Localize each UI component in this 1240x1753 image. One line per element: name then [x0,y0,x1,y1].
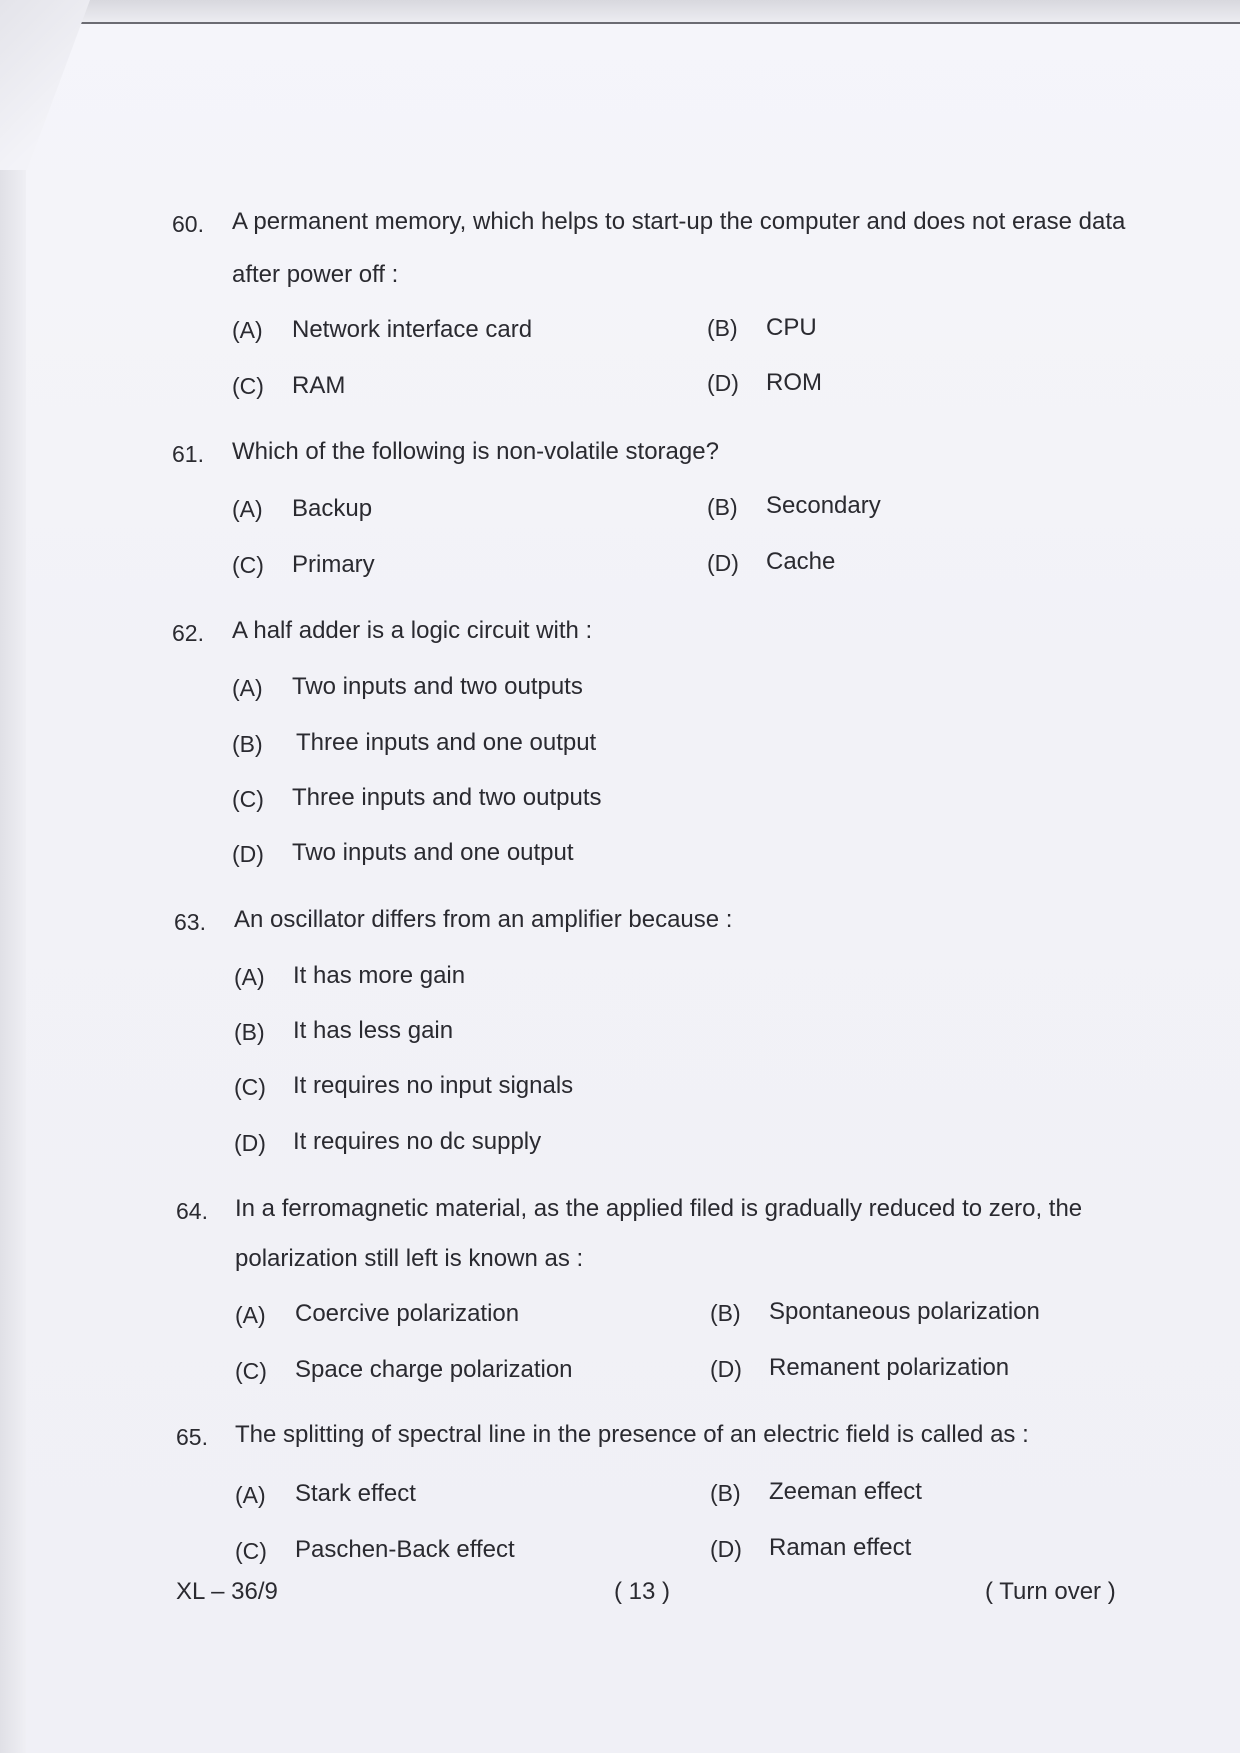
question-stem-line: In a ferromagnetic material, as the applied filed is gradually reduced to zero, the [235,1195,1083,1222]
option-letter: (A) [235,1302,266,1328]
option-letter: (C) [234,1074,266,1100]
option-text: It requires no input signals [293,1072,574,1099]
option-letter: (B) [234,1019,265,1045]
option-letter: (D) [234,1130,266,1156]
question-stem-line: A permanent memory, which helps to start-up the computer and does not erase data [232,208,1126,235]
option-text: RAM [292,372,346,399]
option-text: Stark effect [295,1480,416,1507]
option-letter: (C) [232,552,264,578]
question-number: 64. [176,1198,208,1224]
question-number: 63. [174,909,206,935]
question-stem-line: Which of the following is non-volatile storage? [232,438,719,465]
option-letter: (D) [710,1356,742,1382]
question-stem-line: A half adder is a logic circuit with : [232,617,593,644]
option-letter: (B) [710,1300,741,1326]
option-text: Two inputs and two outputs [292,673,583,700]
option-letter: (D) [710,1536,742,1562]
question-number: 62. [172,620,204,646]
question-stem-line: The splitting of spectral line in the presence of an electric field is called as : [235,1421,1029,1448]
option-letter: (B) [232,731,263,757]
scan-edge-left [0,0,26,1753]
option-letter: (D) [232,841,264,867]
option-letter: (B) [707,494,738,520]
option-text: Three inputs and one output [296,729,597,756]
question-number: 65. [176,1424,208,1450]
option-letter: (B) [707,315,738,341]
page-fold [0,0,90,170]
option-letter: (C) [232,373,264,399]
booklet-code: XL – 36/9 [176,1578,278,1605]
option-letter: (D) [707,550,739,576]
option-text: ROM [766,369,822,396]
option-text: Primary [292,551,375,578]
option-text: Raman effect [769,1534,912,1561]
option-letter: (B) [710,1480,741,1506]
question-number: 60. [172,211,204,237]
scan-edge-top [60,0,1240,24]
option-letter: (A) [232,317,263,343]
option-text: Two inputs and one output [292,839,574,866]
question-number: 61. [172,441,204,467]
option-text: Zeeman effect [769,1478,922,1505]
option-text: Cache [766,548,836,575]
page-number: ( 13 ) [614,1578,671,1605]
option-text: Backup [292,495,373,522]
option-letter: (A) [232,675,263,701]
option-text: Paschen-Back effect [295,1536,515,1563]
option-text: Secondary [766,492,881,519]
option-text: Remanent polarization [769,1354,1010,1381]
option-text: It has less gain [293,1017,454,1044]
option-text: Coercive polarization [295,1300,520,1327]
option-letter: (C) [235,1358,267,1384]
question-stem-line: polarization still left is known as : [235,1245,584,1272]
option-text: Network interface card [292,316,533,343]
option-text: It requires no dc supply [293,1128,542,1155]
option-text: CPU [766,314,817,341]
option-letter: (C) [235,1538,267,1564]
question-stem-line: An oscillator differs from an amplifier because : [234,906,733,933]
option-text: Spontaneous polarization [769,1298,1040,1325]
option-letter: (A) [232,496,263,522]
option-letter: (A) [235,1482,266,1508]
option-letter: (D) [707,370,739,396]
question-stem-line: after power off : [232,261,399,288]
turn-over-note: ( Turn over ) [985,1578,1116,1605]
option-text: Space charge polarization [295,1356,573,1383]
option-text: Three inputs and two outputs [292,784,602,811]
option-text: It has more gain [293,962,466,989]
option-letter: (A) [234,964,265,990]
option-letter: (C) [232,786,264,812]
